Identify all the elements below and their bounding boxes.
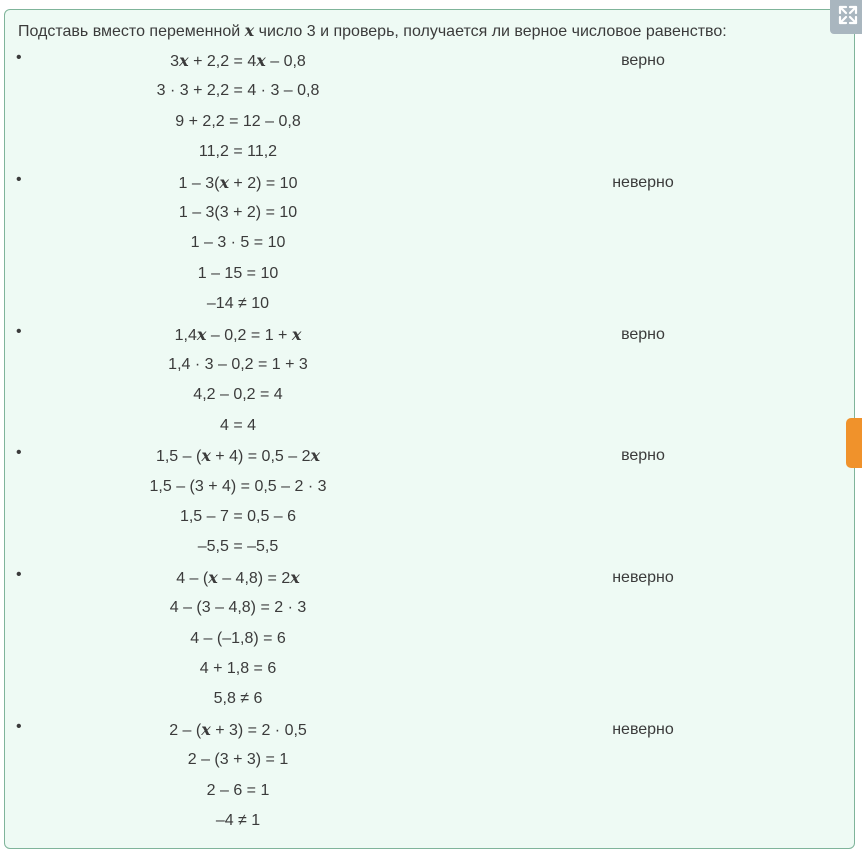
- equation-step: [37, 293, 439, 315]
- equation-text: 11,2 = 11,2: [198, 143, 278, 161]
- equation-text: + 2) = 10: [228, 174, 298, 192]
- variable-x: x: [290, 567, 300, 587]
- equation-text: 4 – (: [176, 569, 209, 587]
- equation-text: + 3) = 2 · 0,5: [210, 721, 307, 739]
- equation-text: 1 – 3(3 + 2) = 10: [178, 204, 298, 221]
- equation-text: 1 – 3(: [178, 174, 220, 192]
- variable-x: x: [219, 172, 229, 192]
- variable-x: x: [256, 51, 266, 70]
- equation-text: 5,8 ≠ 6: [213, 690, 263, 708]
- equation-text: 1,5 – 7 = 0,5 – 6: [179, 508, 297, 525]
- variable-x: x: [196, 324, 207, 344]
- equation-text: 1,4: [174, 326, 197, 344]
- equation-text: 2 – (: [169, 721, 202, 739]
- equation-text: 4 – (3 – 4,8) = 2 · 3: [169, 599, 307, 617]
- list-bullet: •: [16, 444, 22, 462]
- equation-text: 4 – (–1,8) = 6: [190, 629, 286, 647]
- variable-x: x: [201, 446, 211, 466]
- verdict-label: неверно: [612, 720, 674, 738]
- equation-text: + 2,2 = 4: [188, 53, 257, 70]
- prompt-text-after: число 3 и проверь, получается ли верное числовое равенство:: [254, 23, 727, 40]
- equation-text: 4 = 4: [219, 416, 257, 434]
- equation: [37, 719, 439, 742]
- equation-text: + 4) = 0,5 – 2: [210, 448, 311, 466]
- equation-text: 1,5 – (: [155, 448, 202, 466]
- equation: [37, 445, 439, 468]
- equation-text: 2 – (3 + 3) = 1: [187, 751, 289, 769]
- variable-x: x: [179, 51, 189, 70]
- equation: [37, 567, 439, 590]
- equation-step: [37, 384, 439, 406]
- equation-text: 3: [170, 53, 180, 70]
- equation: [37, 172, 439, 195]
- variable-x: x: [310, 446, 321, 466]
- equation-step: [37, 111, 439, 133]
- verdict-label: неверно: [612, 173, 674, 191]
- equation-step: [37, 658, 439, 680]
- equation-step: [37, 354, 439, 376]
- equation-step: [37, 476, 439, 498]
- equation-text: 1 – 15 = 10: [197, 264, 279, 282]
- expand-arrows-icon: [837, 4, 859, 26]
- equation-step: [37, 141, 439, 163]
- variable-x: x: [291, 324, 302, 344]
- equation-text: – 0,2 = 1 +: [206, 326, 292, 344]
- variable-x: x: [201, 719, 211, 739]
- prompt-variable: x: [244, 21, 255, 40]
- equation-text: – 0,8: [265, 53, 306, 70]
- equation: [37, 324, 439, 347]
- verdict-label: верно: [621, 325, 665, 343]
- equation-text: 1 – 3 · 5 = 10: [190, 234, 286, 252]
- equation-text: –4 ≠ 1: [215, 812, 261, 829]
- list-bullet: •: [16, 170, 22, 188]
- equation: [37, 50, 439, 73]
- equation-step: [37, 749, 439, 771]
- equation-step: [37, 628, 439, 650]
- list-bullet: •: [16, 717, 22, 735]
- verdict-label: неверно: [612, 568, 674, 586]
- equation-step: [37, 506, 439, 528]
- list-bullet: •: [16, 565, 22, 583]
- task-panel: [4, 9, 855, 849]
- equation-step: [37, 80, 439, 102]
- equation-text: –14 ≠ 10: [206, 295, 270, 313]
- prompt-text-before: Подставь вместо переменной: [18, 23, 245, 40]
- equation-text: 2 – 6 = 1: [206, 781, 270, 799]
- equation-text: 9 + 2,2 = 12 – 0,8: [175, 112, 301, 130]
- equation-step: [37, 597, 439, 619]
- equation-text: 4,2 – 0,2 = 4: [193, 386, 283, 404]
- equation-step: [37, 780, 439, 802]
- equation-step: [37, 810, 439, 832]
- side-tab-handle[interactable]: [846, 418, 862, 468]
- equation-text: 3 · 3 + 2,2 = 4 · 3 – 0,8: [156, 82, 320, 100]
- expand-button[interactable]: [830, 0, 862, 34]
- equation-step: [37, 536, 439, 558]
- verdict-label: верно: [621, 52, 665, 69]
- equation-step: [37, 202, 439, 224]
- list-bullet: •: [16, 49, 22, 66]
- variable-x: x: [208, 567, 218, 587]
- equation-step: [37, 688, 439, 710]
- equation-step: [37, 415, 439, 437]
- equation-step: [37, 232, 439, 254]
- equation-text: 4 + 1,8 = 6: [199, 660, 277, 677]
- list-bullet: •: [16, 322, 22, 340]
- equation-step: [37, 263, 439, 285]
- verdict-label: верно: [621, 447, 665, 465]
- equation-text: 1,4 · 3 – 0,2 = 1 + 3: [168, 356, 308, 373]
- equation-text: 1,5 – (3 + 4) = 0,5 – 2 · 3: [149, 477, 327, 495]
- equation-text: – 4,8) = 2: [217, 569, 291, 587]
- task-prompt: [18, 20, 727, 43]
- equation-text: –5,5 = –5,5: [197, 538, 279, 556]
